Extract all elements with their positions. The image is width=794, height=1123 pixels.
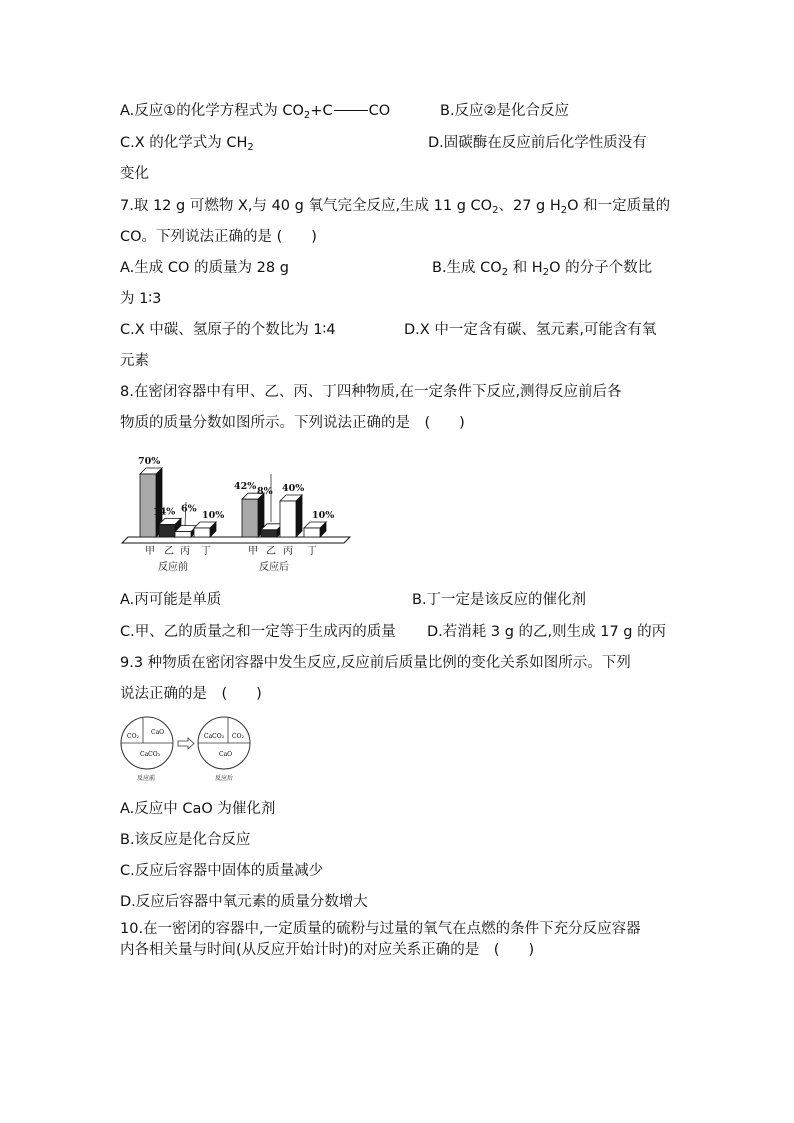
pie-before-cao: CaO [151,729,165,736]
bar-front [194,528,210,537]
q9-option-d: D.反应后容器中氧元素的质量分数增大 [120,894,368,910]
category-label-jia: 甲 [145,546,155,557]
data-label-before-ding: 10% [202,510,225,521]
bar-front [242,499,258,537]
q8-option-b: B.丁一定是该反应的催化剂 [412,592,587,608]
category-label-jia: 甲 [248,546,258,557]
q7-option-d-cont: 元素 [120,353,149,369]
q8-option-d: D.若消耗 3 g 的乙,则生成 17 g 的丙 [427,624,667,640]
pie-before-co2: CO₂ [127,733,139,740]
q8-stem-cont: 物质的质量分数如图所示。下列说法正确的是 ( ) [120,415,465,431]
bar-after-bing [280,495,302,537]
q7-stem-text2: 、27 g H [498,198,561,214]
bar-front [159,524,175,537]
data-label-after-yi: 8% [257,485,273,497]
q6-option-d: D.固碳酶在反应前后化学性质没有 [428,135,647,151]
q7-option-b-text: B.生成 CO [432,260,502,276]
category-label-bing: 丙 [283,546,293,557]
pie-after-co2: CO₂ [232,733,244,740]
data-label-before-jia: 70% [138,456,161,467]
q7-stem-text: 7.取 12 g 可燃物 X,与 40 g 氧气完全反应,生成 11 g CO [120,198,493,214]
pie-before-caco3: CaCO₃ [140,751,161,758]
q7-option-b-text2: 和 H [508,260,543,276]
pie-after-caption: 反应后 [215,775,234,782]
q6-option-a-text: A.反应①的化学方程式为 CO [120,103,304,119]
category-label-bing: 丙 [180,546,190,557]
q9-option-a: A.反应中 CaO 为催化剂 [120,801,276,817]
subscript: 2 [542,267,550,278]
pie-before [121,717,173,782]
q10-stem-cont: 内各相关量与时间(从反应开始计时)的对应关系正确的是 ( ) [120,942,535,958]
q9-pie-diagram [118,715,254,785]
bar-side [296,495,302,537]
subscript: 2 [247,142,254,153]
category-label-yi: 乙 [266,546,276,557]
data-label-after-ding: 10% [312,510,335,521]
subscript: 2 [560,205,568,216]
category-label-ding: 丁 [307,546,317,557]
bar-front [304,528,320,537]
subscript: 2 [501,267,509,278]
q7-stem [120,196,670,221]
data-label-before-yi: 14% [153,506,176,518]
bar-after-ding [304,522,326,537]
q6-option-c [120,133,254,158]
q6-option-b: B.反应②是化合反应 [440,103,570,119]
bar-front [175,532,191,537]
q7-option-c: C.X 中碳、氢原子的个数比为 1∶4 [120,322,336,338]
subscript: 2 [303,110,311,121]
pie-before-caption: 反应前 [137,775,156,782]
q8-bar-chart [118,444,368,576]
q9-stem: 9.3 种物质在密闭容器中发生反应,反应前后质量比例的变化关系如图所示。下列 [120,655,631,671]
q9-option-c: C.反应后容器中固体的质量减少 [120,863,324,879]
data-label-after-jia: 42% [234,481,257,493]
category-label-yi: 乙 [164,546,174,557]
q7-option-b-cont: 为 1∶3 [120,291,162,307]
q9-stem-cont: 说法正确的是 ( ) [120,686,262,702]
bar-front [280,501,296,537]
chart-caption-after: 反应后 [259,562,289,573]
bar-front [261,530,277,537]
q7-option-a: A.生成 CO 的质量为 28 g [120,260,289,276]
q8-option-c: C.甲、乙的质量之和一定等于生成丙的质量 [120,624,396,640]
q7-option-b [432,258,652,283]
pie-after-caco3: CaCO₃ [204,733,225,740]
q6-option-a-text2: +C [310,103,333,119]
chart-base [122,537,350,543]
equation-line [334,110,368,111]
q6-option-a-product: CO [368,103,391,119]
q8-option-a: A.丙可能是单质 [120,592,222,608]
data-label-after-bing: 40% [282,483,305,494]
q6-option-c-text: C.X 的化学式为 CH [120,135,248,151]
pie-after-cao: CaO [219,751,233,758]
category-label-ding: 丁 [201,546,211,557]
q6-option-a [120,101,390,126]
q7-stem-text3: O 和一定质量的 [567,198,671,214]
chart-caption-before: 反应前 [158,562,188,573]
data-label-before-bing: 6% [181,503,197,515]
q9-option-b: B.该反应是化合反应 [120,832,251,848]
q7-stem-cont: CO。下列说法正确的是 ( ) [120,229,317,245]
bar-before-ding [194,522,216,537]
reaction-arrow [178,738,194,749]
q8-stem: 8.在密闭容器中有甲、乙、丙、丁四种物质,在一定条件下反应,测得反应前后各 [120,384,622,400]
q7-option-d: D.X 中一定含有碳、氢元素,可能含有氧 [404,322,657,338]
q7-option-b-text3: O 的分子个数比 [549,260,653,276]
subscript: 2 [492,205,499,216]
q6-option-d-cont: 变化 [120,166,149,182]
q10-stem: 10.在一密闭的容器中,一定质量的硫粉与过量的氧气在点燃的条件下充分反应容器 [120,921,641,937]
pie-after [198,717,250,782]
